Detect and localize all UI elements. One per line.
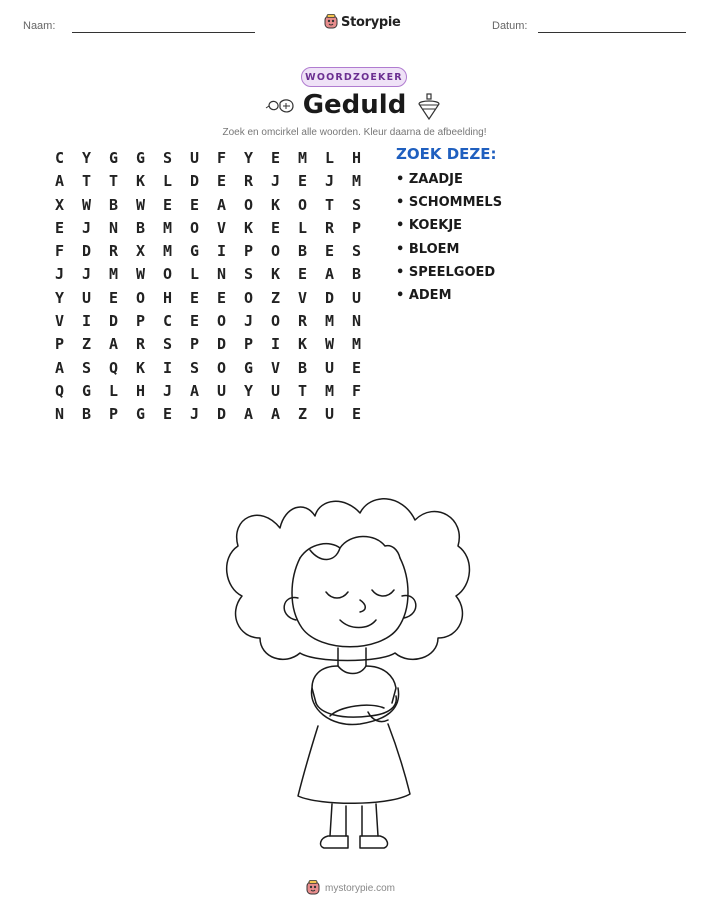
grid-letter[interactable]: B xyxy=(108,195,119,214)
page-title: Geduld xyxy=(302,90,407,120)
grid-letter[interactable]: U xyxy=(81,288,92,307)
grid-row xyxy=(46,170,370,193)
grid-letter[interactable]: D xyxy=(216,405,227,424)
grid-letter[interactable]: A xyxy=(54,172,65,191)
grid-letter[interactable]: E xyxy=(189,312,200,331)
grid-letter[interactable]: H xyxy=(162,288,173,307)
grid-letter[interactable]: K xyxy=(270,195,281,214)
girl-arms-crossed-coloring-illustration[interactable] xyxy=(220,488,480,868)
grid-row xyxy=(46,403,370,426)
grid-letter[interactable]: W xyxy=(135,195,146,214)
grid-letter[interactable]: B xyxy=(81,405,92,424)
grid-letter[interactable]: D xyxy=(324,288,335,307)
grid-letter[interactable]: S xyxy=(189,358,200,377)
word-list-item: • BLOEM xyxy=(396,241,460,257)
grid-letter[interactable]: G xyxy=(135,149,146,167)
grid-letter[interactable]: F xyxy=(54,242,65,261)
grid-letter[interactable]: V xyxy=(270,358,281,377)
spinning-top-icon xyxy=(416,93,442,121)
grid-letter[interactable]: J xyxy=(243,312,254,331)
grid-letter[interactable]: Y xyxy=(243,381,254,400)
grid-row xyxy=(46,333,370,356)
word-search-grid[interactable] xyxy=(46,147,370,427)
grid-letter[interactable]: R xyxy=(108,242,119,261)
grid-letter[interactable]: L xyxy=(324,149,335,167)
grid-letter[interactable]: K xyxy=(297,335,308,354)
grid-letter[interactable]: A xyxy=(324,265,335,284)
word-list-item: • ZAADJE xyxy=(396,172,463,187)
grid-row xyxy=(46,194,370,217)
grid-row xyxy=(46,287,370,310)
footer xyxy=(306,880,395,896)
grid-letter[interactable]: B xyxy=(351,265,362,284)
grid-letter[interactable]: D xyxy=(108,312,119,331)
grid-letter[interactable]: E xyxy=(216,288,227,307)
grid-letter[interactable]: G xyxy=(243,358,254,377)
grid-letter[interactable]: O xyxy=(135,288,146,307)
seed-packet-icon xyxy=(265,96,297,116)
grid-letter[interactable]: L xyxy=(297,218,308,237)
grid-letter[interactable]: N xyxy=(216,265,227,284)
grid-letter[interactable]: M xyxy=(324,381,335,400)
grid-letter[interactable]: E xyxy=(297,172,308,191)
grid-letter[interactable]: E xyxy=(189,288,200,307)
grid-letter[interactable]: T xyxy=(108,172,119,191)
grid-letter[interactable]: U xyxy=(324,405,335,424)
grid-letter[interactable]: O xyxy=(162,265,173,284)
grid-letter[interactable]: U xyxy=(351,288,362,307)
grid-letter[interactable]: N xyxy=(351,312,362,331)
word-list-item: • SCHOMMELS xyxy=(396,195,503,211)
grid-letter[interactable]: E xyxy=(297,265,308,284)
grid-letter[interactable]: W xyxy=(81,195,92,214)
grid-letter[interactable]: B xyxy=(135,218,146,237)
grid-letter[interactable]: O xyxy=(243,288,254,307)
word-list-title: ZOEK DEZE: xyxy=(396,145,497,163)
name-line xyxy=(72,32,255,33)
grid-letter[interactable]: C xyxy=(54,149,65,167)
grid-letter[interactable]: O xyxy=(189,218,200,237)
grid-letter[interactable]: T xyxy=(324,195,335,214)
name-label: Naam: xyxy=(23,20,56,32)
grid-letter[interactable]: O xyxy=(216,312,227,331)
grid-letter[interactable]: D xyxy=(216,335,227,354)
word-list-item: • ADEM xyxy=(396,287,452,303)
grid-letter[interactable]: Y xyxy=(81,149,92,167)
grid-letter[interactable]: J xyxy=(324,172,335,191)
grid-letter[interactable]: E xyxy=(189,195,200,214)
grid-letter[interactable]: A xyxy=(243,405,254,424)
grid-letter[interactable]: A xyxy=(216,195,227,214)
grid-letter[interactable]: G xyxy=(189,242,200,261)
grid-letter[interactable]: R xyxy=(243,172,254,191)
grid-letter[interactable]: G xyxy=(81,381,92,400)
grid-letter[interactable]: J xyxy=(54,265,65,284)
grid-letter[interactable]: Q xyxy=(108,358,119,377)
word-list xyxy=(396,172,502,311)
date-line xyxy=(538,32,686,33)
grid-letter[interactable]: U xyxy=(216,381,227,400)
brand xyxy=(324,14,401,30)
grid-letter[interactable]: M xyxy=(108,265,119,284)
grid-letter[interactable]: K xyxy=(135,358,146,377)
grid-letter[interactable]: E xyxy=(324,242,335,261)
grid-letter[interactable]: J xyxy=(81,218,92,237)
grid-letter[interactable]: G xyxy=(135,405,146,424)
grid-letter[interactable]: X xyxy=(54,195,65,214)
grid-row xyxy=(46,310,370,333)
grid-letter[interactable]: M xyxy=(324,312,335,331)
grid-letter[interactable]: I xyxy=(81,312,92,331)
grid-letter[interactable]: B xyxy=(297,242,308,261)
grid-letter[interactable]: K xyxy=(243,218,254,237)
grid-letter[interactable]: Y xyxy=(54,288,65,307)
grid-letter[interactable]: I xyxy=(270,335,281,354)
grid-letter[interactable]: S xyxy=(162,149,173,167)
grid-letter[interactable]: X xyxy=(135,242,146,261)
grid-row xyxy=(46,357,370,380)
grid-letter[interactable]: F xyxy=(351,381,362,400)
grid-row xyxy=(46,380,370,403)
grid-letter[interactable]: R xyxy=(135,335,146,354)
grid-letter[interactable]: E xyxy=(216,172,227,191)
grid-letter[interactable]: U xyxy=(324,358,335,377)
grid-letter[interactable]: U xyxy=(270,381,281,400)
footer-url[interactable]: mystorypie.com xyxy=(325,882,396,894)
grid-letter[interactable]: P xyxy=(135,312,146,331)
grid-letter[interactable]: V xyxy=(216,218,227,237)
grid-letter[interactable]: J xyxy=(162,381,173,400)
grid-letter[interactable]: F xyxy=(216,149,227,167)
grid-letter[interactable]: P xyxy=(108,405,119,424)
grid-letter[interactable]: M xyxy=(162,242,173,261)
grid-letter[interactable]: A xyxy=(270,405,281,424)
storypie-logo-icon xyxy=(306,880,320,896)
grid-letter[interactable]: M xyxy=(162,218,173,237)
grid-letter[interactable]: E xyxy=(108,288,119,307)
grid-letter[interactable]: D xyxy=(81,242,92,261)
grid-letter[interactable]: E xyxy=(162,405,173,424)
grid-letter[interactable]: R xyxy=(297,312,308,331)
grid-letter[interactable]: A xyxy=(54,358,65,377)
grid-letter[interactable]: M xyxy=(351,335,362,354)
grid-letter[interactable]: D xyxy=(189,172,200,191)
grid-letter[interactable]: S xyxy=(243,265,254,284)
grid-letter[interactable]: K xyxy=(270,265,281,284)
grid-letter[interactable]: E xyxy=(270,149,281,167)
puzzle-type-badge: WOORDZOEKER xyxy=(301,67,407,87)
grid-letter[interactable]: E xyxy=(162,195,173,214)
grid-letter[interactable]: J xyxy=(189,405,200,424)
grid-letter[interactable]: V xyxy=(297,288,308,307)
grid-letter[interactable]: O xyxy=(297,195,308,214)
word-list-item: • KOEKJE xyxy=(396,218,463,234)
grid-letter[interactable]: S xyxy=(351,195,362,214)
grid-letter[interactable]: P xyxy=(351,218,362,237)
grid-letter[interactable]: P xyxy=(243,335,254,354)
grid-letter[interactable]: S xyxy=(162,335,173,354)
grid-letter[interactable]: I xyxy=(162,358,173,377)
grid-letter[interactable]: N xyxy=(108,218,119,237)
grid-letter[interactable]: S xyxy=(351,242,362,261)
grid-letter[interactable]: Z xyxy=(81,335,92,354)
grid-letter[interactable]: S xyxy=(81,358,92,377)
grid-letter[interactable]: G xyxy=(108,149,119,167)
grid-letter[interactable]: P xyxy=(189,335,200,354)
grid-letter[interactable]: O xyxy=(270,312,281,331)
grid-letter[interactable]: R xyxy=(324,218,335,237)
grid-letter[interactable]: O xyxy=(270,242,281,261)
grid-letter[interactable]: Z xyxy=(270,288,281,307)
grid-letter[interactable]: L xyxy=(162,172,173,191)
grid-letter[interactable]: Q xyxy=(54,381,65,400)
grid-letter[interactable]: H xyxy=(135,381,146,400)
grid-letter[interactable]: U xyxy=(189,149,200,167)
grid-row xyxy=(46,147,370,170)
grid-letter[interactable]: W xyxy=(324,335,335,354)
grid-letter[interactable]: C xyxy=(162,312,173,331)
storypie-logo-icon xyxy=(324,14,338,30)
grid-letter[interactable]: O xyxy=(243,195,254,214)
grid-letter[interactable]: H xyxy=(351,149,362,167)
grid-letter[interactable]: B xyxy=(297,358,308,377)
date-label: Datum: xyxy=(492,20,528,32)
grid-letter[interactable]: J xyxy=(81,265,92,284)
grid-letter[interactable]: M xyxy=(297,149,308,167)
grid-letter[interactable]: K xyxy=(135,172,146,191)
instructions: Zoek en omcirkel alle woorden. Kleur daarna de afbeelding! xyxy=(222,127,487,138)
grid-letter[interactable]: P xyxy=(54,335,65,354)
grid-letter[interactable]: P xyxy=(243,242,254,261)
grid-letter[interactable]: V xyxy=(54,312,65,331)
grid-letter[interactable]: I xyxy=(216,242,227,261)
grid-letter[interactable]: T xyxy=(297,381,308,400)
grid-letter[interactable]: J xyxy=(270,172,281,191)
grid-letter[interactable]: E xyxy=(351,358,362,377)
grid-letter[interactable]: E xyxy=(54,218,65,237)
grid-letter[interactable]: Y xyxy=(243,149,254,167)
grid-letter[interactable]: N xyxy=(54,405,65,424)
grid-letter[interactable]: A xyxy=(108,335,119,354)
grid-letter[interactable]: L xyxy=(189,265,200,284)
grid-letter[interactable]: L xyxy=(108,381,119,400)
grid-row xyxy=(46,263,370,286)
brand-name: Storypie xyxy=(341,14,401,30)
grid-letter[interactable]: Z xyxy=(297,405,308,424)
grid-letter[interactable]: E xyxy=(351,405,362,424)
grid-letter[interactable]: W xyxy=(135,265,146,284)
grid-letter[interactable]: A xyxy=(189,381,200,400)
grid-letter[interactable]: E xyxy=(270,218,281,237)
grid-row xyxy=(46,240,370,263)
grid-letter[interactable]: T xyxy=(81,172,92,191)
grid-letter[interactable]: O xyxy=(216,358,227,377)
grid-row xyxy=(46,217,370,240)
word-list-item: • SPEELGOED xyxy=(396,264,496,280)
grid-letter[interactable]: M xyxy=(351,172,362,191)
